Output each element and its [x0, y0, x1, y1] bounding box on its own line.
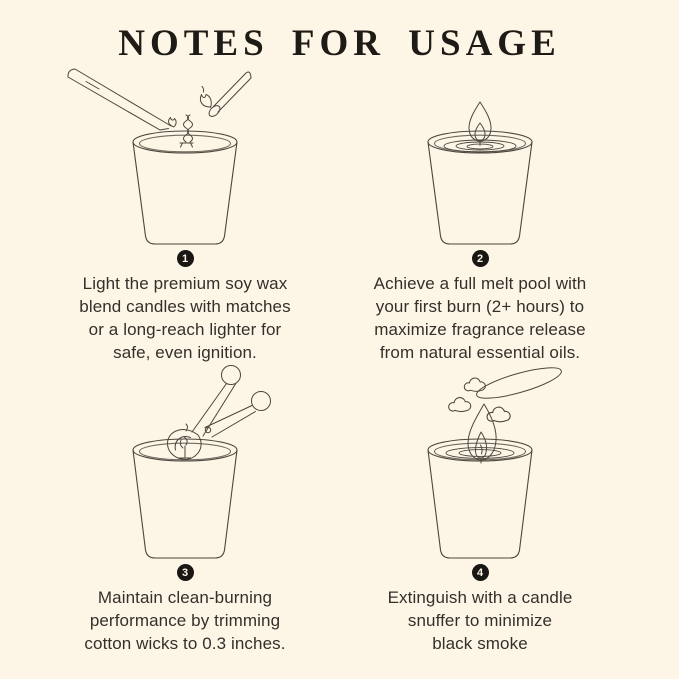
- caption-line: your first burn (2+ hours) to: [375, 297, 585, 316]
- step-trim-wick: [40, 364, 330, 655]
- smoke-puffs-icon: [449, 378, 510, 422]
- step-caption: [79, 272, 290, 364]
- caption-line: Extinguish with a candle: [387, 588, 573, 607]
- step-light-candle: [40, 66, 330, 364]
- step-number-badge: 4: [472, 564, 489, 581]
- lit-match-icon: [200, 72, 251, 118]
- melt-pool-ripples: [446, 448, 514, 459]
- wick-trimming-illustration: [40, 364, 330, 562]
- step-extinguish: [335, 364, 625, 655]
- caption-line: Achieve a full melt pool with: [373, 274, 587, 293]
- caption-line: performance by trimming: [89, 611, 281, 630]
- step-number-badge: 3: [177, 564, 194, 581]
- step-number-badge: 1: [177, 250, 194, 267]
- step-number-badge: 2: [472, 250, 489, 267]
- candle-jar: [133, 131, 237, 244]
- caption-line: safe, even ignition.: [113, 343, 257, 362]
- caption-line: snuffer to minimize: [407, 611, 553, 630]
- caption-line: or a long-reach lighter for: [88, 320, 282, 339]
- candle-snuffing-illustration: [335, 364, 625, 562]
- wick-trimmer-icon: [167, 366, 270, 460]
- caption-line: cotton wicks to 0.3 inches.: [84, 634, 286, 653]
- steps-grid: [0, 66, 679, 655]
- candle-jar: [428, 439, 532, 558]
- flame-icon: [469, 102, 491, 146]
- snuffer-lid-icon: [474, 364, 564, 404]
- melt-pool-illustration: [335, 66, 625, 248]
- page-title: NOTES FOR USAGE: [118, 23, 561, 64]
- step-melt-pool: [335, 66, 625, 364]
- caption-line: Light the premium soy wax: [82, 274, 288, 293]
- caption-line: from natural essential oils.: [379, 343, 581, 362]
- candle-lighting-illustration: [40, 66, 330, 248]
- caption-line: blend candles with matches: [79, 297, 291, 316]
- step-caption: [84, 586, 285, 655]
- candle-jar: [428, 131, 532, 244]
- step-caption: [388, 586, 573, 655]
- step-caption: [374, 272, 587, 364]
- caption-line: maximize fragrance release: [374, 320, 586, 339]
- long-reach-lighter-icon: [68, 69, 176, 130]
- caption-line: Maintain clean-burning: [97, 588, 273, 607]
- caption-line: black smoke: [432, 634, 528, 653]
